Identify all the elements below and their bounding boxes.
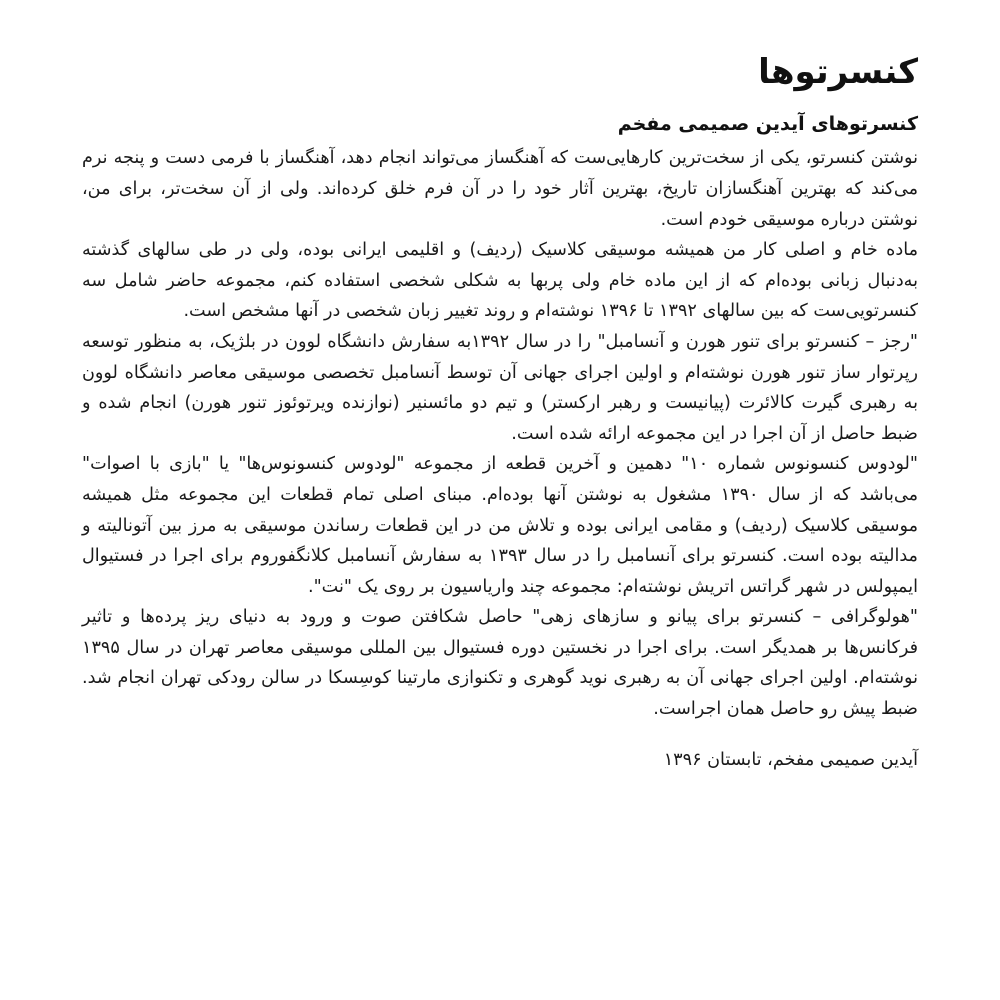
paragraph-ludus-consonus: "لودوس کنسونوس شماره ۱۰" دهمین و آخرین قطعه از مجموعه "لودوس کنسونوس‌ها" یا "بازی با اصوات" می‌باشد که از سال ۱۳۹۰ مشغول به نوشتن آنها بوده‌ام. مبنای اصلی تمام قطعات این مجموعه مثل همیشه موسیقی کلاسیک (ردیف) و مقامی ایرانی بوده و تلاش من در این قطعات رساندن موسیقی به مرز بین آتونالیته و مدالیته بوده است. کنسرتو برای آنسامبل را در سال ۱۳۹۳ به سفارش آنسامبل کلانگفوروم برای اجرا در فستیوال ایمپولس در شهر گراتس اتریش نوشته‌ام: مجموعه چند واریاسیون بر روی یک "نت". bbox=[82, 454, 919, 597]
page-title: کنسرتوها bbox=[758, 52, 918, 92]
paragraph-raw-material: ماده خام و اصلی کار من همیشه موسیقی کلاسیک (ردیف) و اقلیمی ایرانی بوده، ولی در طی سالهای گذشته به‌دنبال زبانی بوده‌ام که از این ماده خام ولی پربها به شکلی شخصی استفاده کنم، مجموعه حاضر شامل سه کنسرتویی‌ست که بین سالهای ۱۳۹۲ تا ۱۳۹۶ نوشته‌ام و روند تغییر زبان شخصی در آنها مشخص است. bbox=[82, 240, 918, 322]
body-text bbox=[82, 143, 918, 724]
signature: آیدین صمیمی مفخم، تابستان ۱۳۹۶ bbox=[663, 749, 918, 770]
document-page bbox=[82, 52, 918, 952]
paragraph-holography: "هولوگرافی – کنسرتو برای پیانو و سازهای زهی" حاصل شکافتن صوت و ورود به دنیای ریز پرده‌ها و تاثیر فرکانس‌ها بر همدیگر است. برای اجرا در نخستین دوره فستیوال بین المللی موسیقی معاصر تهران در سال ۱۳۹۵ نوشته‌ام. اولین اجرای جهانی آن به رهبری نوید گوهری و تکنوازی مارتینا کوسِسکا در سالن رودکی تهران انجام شد. ضبط پیش رو حاصل همان اجراست. bbox=[82, 607, 918, 720]
page-subtitle: کنسرتوهای آیدین صمیمی مفخم bbox=[617, 112, 918, 135]
paragraph-intro: نوشتن کنسرتو، یکی از سخت‌ترین کارهایی‌ست که آهنگساز می‌تواند انجام دهد، آهنگساز با فرمی دست و پنجه نرم می‌کند که بهترین آهنگسازان تاریخ، بهترین آثار خود را در آن فرم خلق کرده‌اند. ولی از آن سخت‌تر، برای من، نوشتن درباره موسیقی خودم است. bbox=[82, 148, 918, 230]
paragraph-rajaz: "رجز – کنسرتو برای تنور هورن و آنسامبل" را در سال ۱۳۹۲به سفارش دانشگاه لوون در بلژیک، به منظور توسعه رپرتوار ساز تنور هورن نوشته‌ام و اولین اجرای جهانی آن توسط آنسامبل تخصصی موسیقی معاصر دانشگاه لوون به رهبری گیرت کالائرت (پیانیست و رهبر ارکستر) و تیم دو مائسنیر (نوازنده ویرتوئوز تنور هورن) انجام شده و ضبط حاصل از آن اجرا در این مجموعه ارائه شده است. bbox=[82, 331, 918, 444]
